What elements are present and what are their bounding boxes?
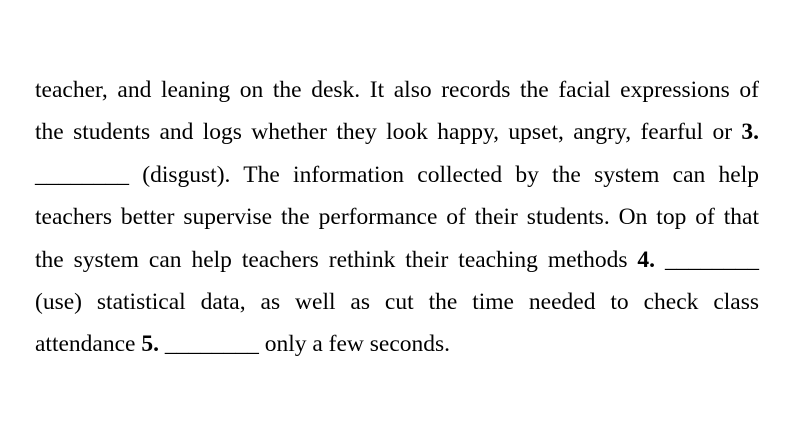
line-3-text: ________ (disgust). The information collected by the system can help	[35, 161, 759, 188]
question-number-4: 4.	[637, 246, 656, 273]
line-6-text: (use) statistical data, as well as cut the time needed to check class	[35, 288, 759, 315]
line-2-text: the students and logs whether they look happy, upset, angry, fearful or	[35, 119, 733, 146]
passage-line-7	[35, 323, 759, 365]
passage-line-1	[35, 69, 759, 111]
line-5-text: the system can help teachers rethink their teaching methods	[35, 246, 628, 273]
passage-line-2	[35, 111, 759, 153]
passage-line-3	[35, 154, 759, 196]
line-7-text: attendance	[35, 331, 136, 358]
line-4-text: teachers better supervise the performance of their students. On top of that	[35, 204, 759, 231]
line-1-text: teacher, and leaning on the desk. It also records the facial expressions of	[35, 77, 759, 103]
line-7-rest: ________ only a few seconds.	[164, 331, 451, 358]
passage-line-5	[35, 239, 759, 281]
answer-blank-4: ________	[665, 246, 759, 273]
passage-line-4	[35, 196, 759, 238]
question-number-5: 5.	[141, 331, 159, 358]
passage-text	[35, 69, 759, 366]
question-number-3: 3.	[741, 119, 759, 146]
passage-line-6	[35, 281, 759, 323]
